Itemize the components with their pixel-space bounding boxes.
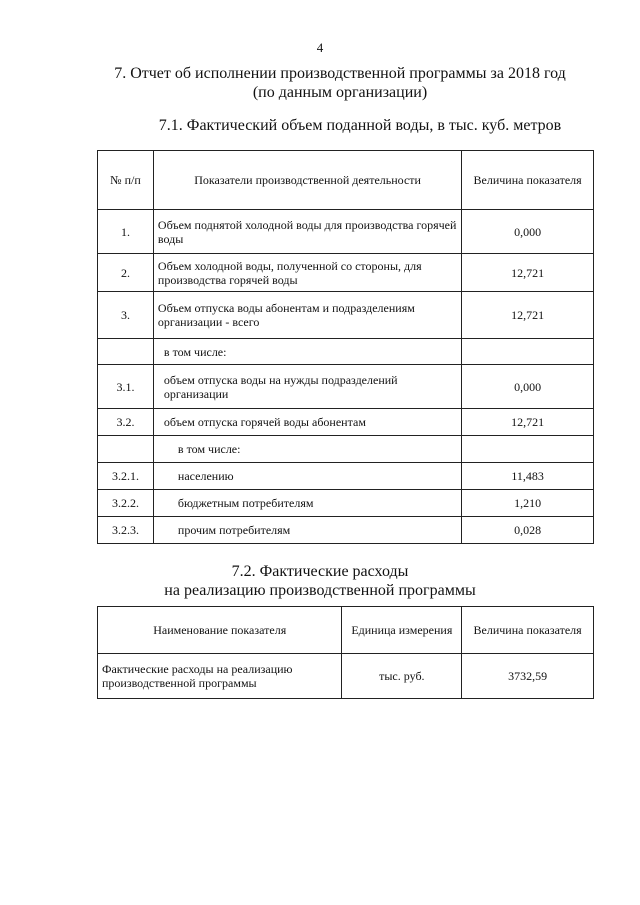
section-7-title-line1: 7. Отчет об исполнении производственной программы за 2018 год (114, 65, 566, 82)
table-header-row (98, 151, 594, 210)
row-unit: тыс. руб. (342, 654, 462, 699)
row-num (98, 436, 154, 463)
row-value: 0,028 (462, 517, 594, 544)
row-num: 3.2.2. (98, 490, 154, 517)
section-7-2-title (0, 562, 640, 600)
row-num: 3. (98, 292, 154, 339)
table-row (98, 409, 594, 436)
table-row (98, 463, 594, 490)
row-num: 2. (98, 254, 154, 292)
header-name: Наименование показателя (98, 607, 342, 654)
row-label: объем отпуска воды на нужды подразделений организации (153, 365, 461, 409)
row-label: объем отпуска горячей воды абонентам (153, 409, 461, 436)
section-7-title-line2: (по данным организации) (252, 84, 428, 101)
row-value: 3732,59 (462, 654, 594, 699)
row-num: 3.2.3. (98, 517, 154, 544)
table-header-row (98, 607, 594, 654)
row-label: Объем поднятой холодной воды для производства горячей воды (153, 210, 461, 254)
row-value: 12,721 (462, 292, 594, 339)
expenses-table (97, 606, 594, 699)
table-row (98, 490, 594, 517)
header-num: № п/п (98, 151, 154, 210)
row-label: прочим потребителям (153, 517, 461, 544)
row-num: 3.2.1. (98, 463, 154, 490)
table-row (98, 292, 594, 339)
table-row (98, 339, 594, 365)
section-7-1-title: 7.1. Фактический объем поданной воды, в тыс. куб. метров (158, 117, 562, 134)
header-value: Величина показателя (462, 607, 594, 654)
table-row (98, 436, 594, 463)
row-num: 1. (98, 210, 154, 254)
row-num (98, 339, 154, 365)
row-label: населению (153, 463, 461, 490)
section-7-2-title-line2: на реализацию производственной программы (164, 582, 476, 599)
header-indicator: Показатели производственной деятельности (153, 151, 461, 210)
table-row (98, 654, 594, 699)
row-label: Объем отпуска воды абонентам и подразделениям организации - всего (153, 292, 461, 339)
table-row (98, 365, 594, 409)
row-value: 0,000 (462, 365, 594, 409)
table-row (98, 517, 594, 544)
header-value: Величина показателя (462, 151, 594, 210)
row-value: 11,483 (462, 463, 594, 490)
table-row (98, 210, 594, 254)
row-value: 12,721 (462, 254, 594, 292)
section-7-title (40, 64, 640, 102)
row-label: в том числе: (153, 339, 461, 365)
row-label: в том числе: (153, 436, 461, 463)
row-num: 3.2. (98, 409, 154, 436)
row-value: 0,000 (462, 210, 594, 254)
header-unit: Единица измерения (342, 607, 462, 654)
row-value: 1,210 (462, 490, 594, 517)
water-volume-table (97, 150, 594, 544)
row-num: 3.1. (98, 365, 154, 409)
table-row (98, 254, 594, 292)
row-value (462, 339, 594, 365)
row-name: Фактические расходы на реализацию производственной программы (98, 654, 342, 699)
row-label: бюджетным потребителям (153, 490, 461, 517)
row-label: Объем холодной воды, полученной со стороны, для производства горячей воды (153, 254, 461, 292)
page-number: 4 (316, 40, 324, 55)
section-7-2-title-line1: 7.2. Фактические расходы (231, 563, 409, 580)
row-value: 12,721 (462, 409, 594, 436)
row-value (462, 436, 594, 463)
